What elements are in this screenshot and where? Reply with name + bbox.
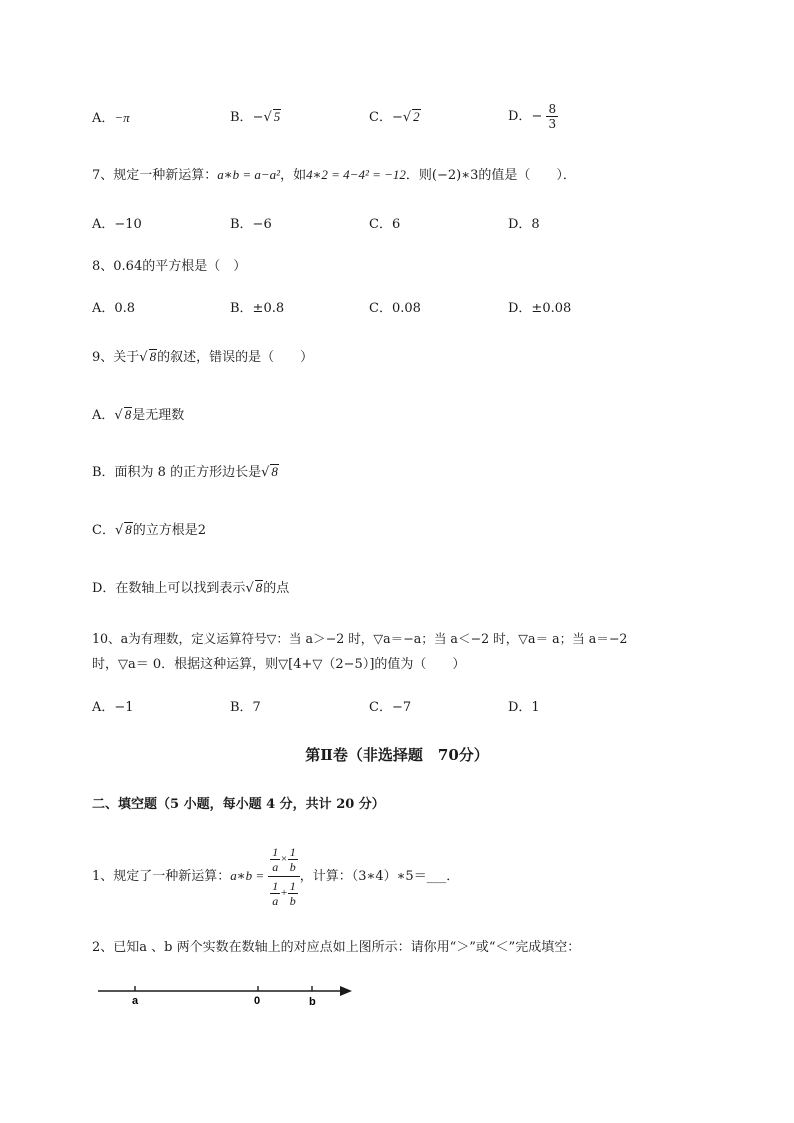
q7-expression: (−2)∗3 <box>431 168 479 183</box>
option-text: 的点 <box>263 581 290 596</box>
q9-after: 的叙述，错误的是（ ） <box>157 350 314 365</box>
fraction-denominator <box>270 877 297 908</box>
fraction-numerator <box>268 845 299 877</box>
f1-lhs: a∗b = <box>230 868 265 883</box>
option-text: B．面积为 8 的正方形边长是 <box>92 465 262 480</box>
question-8: 8、0.64的平方根是（ ） <box>92 259 247 274</box>
fraction <box>270 845 280 874</box>
axis-label-a: a <box>132 995 139 1007</box>
radicand: 8 <box>125 522 132 537</box>
f1-before: 1、规定了一种新运算： <box>92 869 231 884</box>
denominator: b <box>289 894 296 908</box>
fraction <box>270 879 280 908</box>
numerator: 1 <box>289 845 296 859</box>
q7-mid: ，如 <box>280 168 307 183</box>
q10-option-b: B．7 <box>230 700 261 715</box>
radicand: 8 <box>271 464 278 479</box>
option-label: B． <box>230 110 253 125</box>
radicand: 8 <box>124 407 132 422</box>
numerator: 1 <box>272 879 279 893</box>
q7-example: 4∗2 = 4−4² = −12 <box>306 167 406 182</box>
q9-option-b: B．面积为 8 的正方形边长是√ 8 <box>92 464 278 480</box>
numerator: 1 <box>272 845 279 859</box>
q10-option-a: A．−1 <box>92 700 134 715</box>
radicand: 2 <box>413 109 420 124</box>
q8-option-a: A．0.8 <box>92 301 136 316</box>
q7-end: 的值是（ ）． <box>478 168 576 183</box>
denominator: a <box>272 894 279 908</box>
axis-label-0: 0 <box>254 995 261 1007</box>
q8-option-c: C．0.08 <box>369 301 421 316</box>
q7-option-c: C．6 <box>369 217 401 232</box>
q6-option-b: B．−√ 5 <box>230 109 281 125</box>
q10-option-c: C．−7 <box>369 700 412 715</box>
operator: × <box>280 853 288 866</box>
q10-option-d: D．1 <box>508 700 540 715</box>
q7-intro: 7、规定一种新运算： <box>92 168 218 183</box>
q6-option-d <box>508 100 558 134</box>
q9-before: 9、关于 <box>92 350 140 365</box>
q7-option-d: D．8 <box>508 217 540 232</box>
q7-tail: ．则 <box>405 168 432 183</box>
q9-option-c: C．√ 8的立方根是2 <box>92 522 207 538</box>
radicand: 8 <box>255 580 263 595</box>
numerator: 1 <box>289 879 296 893</box>
q6-option-c: C．−√ 2 <box>369 109 420 125</box>
option-label: C． <box>369 110 392 125</box>
q8-option-d: D．±0.08 <box>508 301 572 316</box>
question-7 <box>92 166 576 185</box>
radicand: 8 <box>149 349 157 364</box>
question-9: 9、关于√ 8的叙述，错误的是（ ） <box>92 349 314 365</box>
fraction <box>288 845 298 874</box>
number-line <box>90 978 360 1012</box>
option-label: A． <box>92 111 115 126</box>
fill-question-1 <box>92 843 459 909</box>
question-10-line-1: 10、a为有理数，定义运算符号▽：当 a＞−2 时，▽a＝−a；当 a＜−2 时，▽a＝ a；当 a＝−2 <box>92 631 628 646</box>
numerator: 8 <box>548 102 557 116</box>
axis-label-b: b <box>309 996 316 1008</box>
f1-after: ，计算：（3∗4）∗5＝___． <box>299 869 460 884</box>
q9-option-a: A．√ 8是无理数 <box>92 407 185 423</box>
radicand: 5 <box>273 109 281 124</box>
q8-option-b: B．±0.8 <box>230 301 285 316</box>
fraction <box>546 102 558 131</box>
denominator: b <box>289 860 296 874</box>
fill-question-2: 2、已知a 、b 两个实数在数轴上的对应点如上图所示：请你用“＞”或“＜”完成填空： <box>92 940 581 955</box>
minus-sign: − <box>391 110 403 125</box>
section-heading: 二、填空题（5 小题，每小题 4 分，共计 20 分） <box>92 797 385 812</box>
q7-option-a: A．−10 <box>92 217 142 232</box>
q9-option-d: D．在数轴上可以找到表示√ 8的点 <box>92 580 290 596</box>
option-text: 的立方根是2 <box>132 523 207 538</box>
option-value: −π <box>114 110 130 125</box>
compound-fraction <box>268 845 299 908</box>
denominator: a <box>272 860 279 874</box>
option-label: A． <box>92 408 115 423</box>
operator: + <box>280 887 288 900</box>
option-text: D．在数轴上可以找到表示 <box>92 581 246 596</box>
q7-definition: a∗b = a−a² <box>217 167 281 182</box>
minus-sign: − <box>252 110 264 125</box>
q7-option-b: B．−6 <box>230 217 272 232</box>
section-title: 第Ⅱ卷（非选择题 70分） <box>305 746 489 764</box>
question-10-line-2: 时，▽a＝ 0．根据这种运算，则▽[4+▽（2−5）]的值为（ ） <box>92 657 466 672</box>
fraction <box>288 879 298 908</box>
denominator: 3 <box>548 117 557 131</box>
option-text: 是无理数 <box>132 408 185 423</box>
q6-option-a <box>92 109 130 128</box>
axis-arrow <box>340 986 352 996</box>
minus-sign: − <box>531 109 543 124</box>
option-label: D． <box>508 109 532 124</box>
option-label: C． <box>92 523 115 538</box>
